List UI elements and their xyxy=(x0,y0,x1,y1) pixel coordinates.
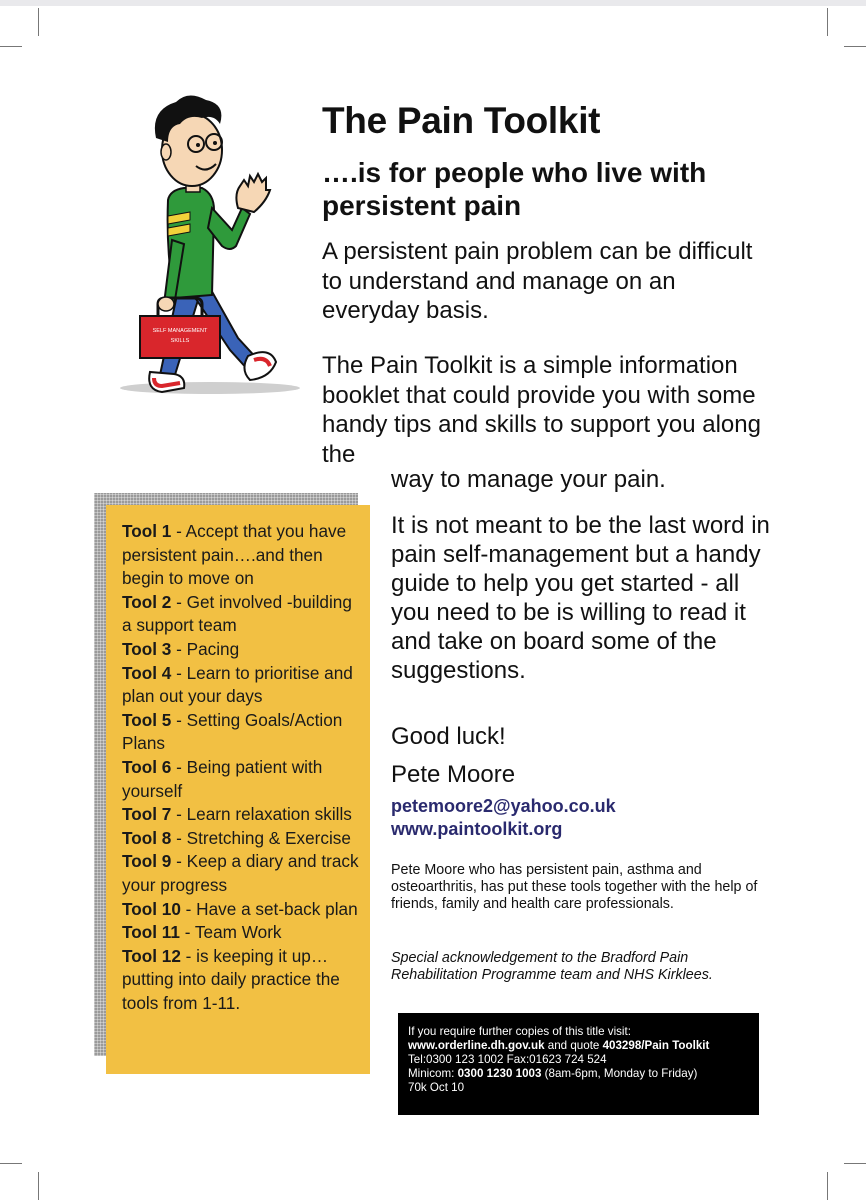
orderline-link[interactable]: www.orderline.dh.gov.uk xyxy=(408,1039,545,1052)
tool-label: Tool 2 xyxy=(122,591,172,612)
tool-item xyxy=(122,756,362,803)
not-last-word-paragraph: It is not meant to be the last word in pain self-management but a handy guide to help you get started - all you need to be is willing to read it and take on board some of the suggestions. xyxy=(391,512,770,684)
ground-shadow xyxy=(120,382,300,394)
tools-panel xyxy=(106,505,370,1074)
eye-left xyxy=(196,143,200,147)
tool-label: Tool 10 xyxy=(122,898,181,919)
page-subtitle: ….is for people who live with persistent pain xyxy=(322,157,707,221)
tool-label: Tool 12 xyxy=(122,945,181,966)
tool-item xyxy=(122,827,362,851)
website-link[interactable]: www.paintoolkit.org xyxy=(391,819,563,839)
toolbox-label-2: SKILLS xyxy=(170,338,190,344)
tool-text: - Have a set-back plan xyxy=(180,898,358,919)
order-tel-fax: Tel:0300 123 1002 Fax:01623 724 524 xyxy=(408,1053,607,1066)
tool-item xyxy=(122,803,362,827)
tool-label: Tool 5 xyxy=(122,709,172,730)
minicom-hours: (8am-6pm, Monday to Friday) xyxy=(541,1067,698,1080)
tool-item xyxy=(122,520,362,591)
minicom-number: 0300 1230 1003 xyxy=(457,1067,542,1080)
order-and-quote: and quote xyxy=(544,1039,603,1052)
contact-links xyxy=(391,795,616,841)
tool-text: - Keep a diary and track your progress xyxy=(122,851,359,895)
tool-item xyxy=(122,921,362,945)
hand-on-toolbox xyxy=(158,297,174,311)
crop-mark-top-right xyxy=(827,8,828,36)
crop-mark-left-bottom xyxy=(0,1163,22,1164)
tool-label: Tool 9 xyxy=(122,851,172,872)
tool-text: - Get involved -building a support team xyxy=(122,591,352,636)
tool-label: Tool 3 xyxy=(122,638,172,659)
booklet-paragraph-tail: way to manage your pain. xyxy=(391,466,666,493)
crop-mark-bottom-right xyxy=(827,1172,828,1200)
document-page xyxy=(0,6,866,1200)
tool-text: - Being patient with yourself xyxy=(122,756,323,801)
order-info-box xyxy=(398,1013,759,1115)
crop-mark-right-top xyxy=(844,46,866,47)
minicom-label: Minicom: xyxy=(408,1067,458,1080)
tool-text: - Setting Goals/Action Plans xyxy=(122,709,343,754)
tool-label: Tool 8 xyxy=(122,827,172,848)
crop-mark-left-top xyxy=(0,46,22,47)
acknowledgement: Special acknowledgement to the Bradford Pain Rehabilitation Programme team and NHS Kirklees. xyxy=(391,950,713,983)
red-toolbox xyxy=(140,316,220,358)
tool-label: Tool 1 xyxy=(122,521,172,541)
tool-item xyxy=(122,709,362,756)
crop-mark-bottom-left xyxy=(38,1172,39,1200)
tool-item xyxy=(122,945,362,1016)
tool-item xyxy=(122,638,362,662)
crop-mark-right-bottom xyxy=(844,1163,866,1164)
author-bio: Pete Moore who has persistent pain, asthma and osteoarthritis, has put these tools together with the help of friends, family and health care professionals. xyxy=(391,862,758,912)
toolbox-label: SELF MANAGEMENT xyxy=(152,328,208,334)
tool-item xyxy=(122,591,362,638)
print-run: 70k Oct 10 xyxy=(408,1081,465,1094)
tool-text: - Learn to prioritise and plan out your days xyxy=(122,662,353,707)
tool-text: - Accept that you have persistent pain….and then begin to move on xyxy=(122,521,347,589)
tool-label: Tool 6 xyxy=(122,756,172,777)
tool-label: Tool 7 xyxy=(122,804,172,825)
crop-mark-top-left xyxy=(38,8,39,36)
tool-label: Tool 11 xyxy=(122,922,180,943)
order-info-line2 xyxy=(408,1039,749,1067)
intro-paragraph: A persistent pain problem can be difficult to understand and manage on an everyday basis. xyxy=(322,238,753,324)
shoe-front xyxy=(244,352,276,380)
tool-text: - Team Work xyxy=(179,922,282,943)
tool-item xyxy=(122,662,362,709)
tool-text: - Pacing xyxy=(171,638,240,659)
page-title: The Pain Toolkit xyxy=(322,100,601,141)
order-info-line1: If you require further copies of this title visit: xyxy=(408,1025,631,1038)
ear xyxy=(161,144,171,160)
order-minicom-line xyxy=(408,1067,749,1081)
man-with-toolbox-illustration xyxy=(110,90,310,420)
booklet-paragraph: The Pain Toolkit is a simple information booklet that could provide you with some handy tips and skills to support you along the xyxy=(322,352,761,468)
tool-text: - Learn relaxation skills xyxy=(171,804,352,825)
tool-item xyxy=(122,850,362,897)
tool-label: Tool 4 xyxy=(122,662,172,683)
tool-text: - is keeping it up…putting into daily practice the tools from 1-11. xyxy=(122,945,340,1013)
arm-waving xyxy=(208,208,250,249)
tool-text: - Stretching & Exercise xyxy=(171,827,351,848)
eye-right xyxy=(213,141,217,145)
email-link[interactable]: petemoore2@yahoo.co.uk xyxy=(391,796,616,816)
waving-hand xyxy=(236,174,270,212)
tool-item xyxy=(122,898,362,922)
good-luck-text: Good luck! xyxy=(391,723,506,750)
author-signature: Pete Moore xyxy=(391,761,516,788)
order-code: 403298/Pain Toolkit xyxy=(602,1039,710,1052)
